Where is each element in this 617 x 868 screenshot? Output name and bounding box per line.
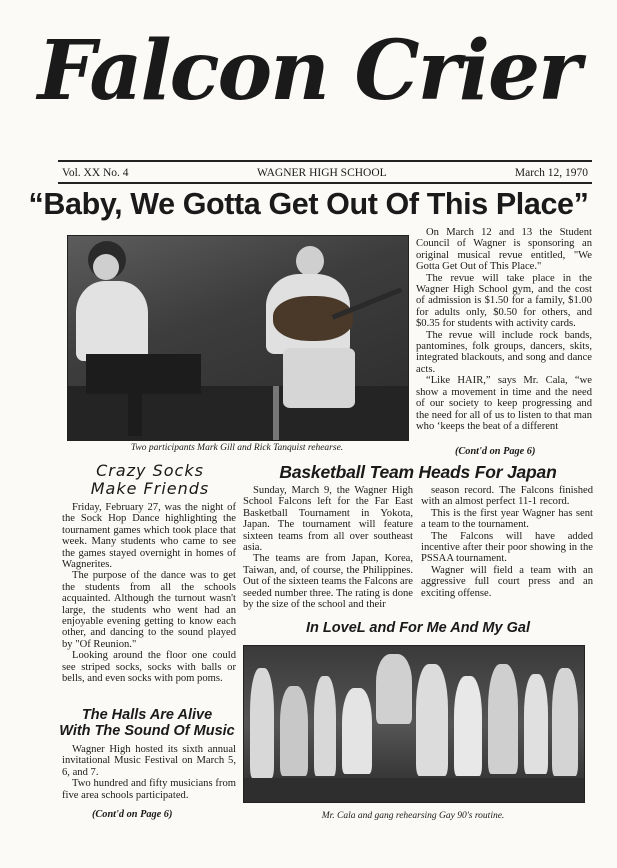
- love-photo-caption: Mr. Cala and gang rehearsing Gay 90's routine.: [321, 811, 505, 821]
- basketball-paragraph: Wagner will field a team with an aggressive full court press and an exciting offense.: [421, 564, 593, 599]
- lead-headline: “Baby, We Gotta Get Out Of This Place”: [28, 187, 589, 221]
- socks-headline: [64, 462, 236, 497]
- basketball-headline: Basketball Team Heads For Japan: [279, 462, 557, 482]
- issue-school: WAGNER HIGH SCHOOL: [257, 167, 387, 179]
- lead-paragraph: On March 12 and 13 the Student Council of Wagner is sponsoring an original musical revue entitled, "We Gotta Get Out of This Place.": [416, 227, 592, 273]
- lead-article: [416, 227, 592, 432]
- basketball-paragraph: Sunday, March 9, the Wagner High School Falcons left for the Far East Basketball Tournament in Yokota, Japan. The tournament will feature sixteen teams from all over southeast asia.: [243, 485, 413, 554]
- lead-continued: (Cont'd on Page 6): [455, 446, 536, 457]
- halls-paragraph: Two hundred and fifty musicians from five area schools participated.: [62, 778, 236, 801]
- issue-date: March 12, 1970: [514, 167, 588, 179]
- lead-photo-caption: Two participants Mark Gill and Rick Tanquist rehearse.: [130, 443, 344, 453]
- lead-paragraph: “Like HAIR,” says Mr. Cala, “we show a movement in time and the need of our society to keep progressing and the need for all of us to listen to that man who ‘keeps the beat of a different: [416, 375, 592, 432]
- halls-headline: [56, 708, 238, 740]
- basketball-paragraph: season record. The Falcons finished with an almost perfect 11-1 record.: [421, 485, 593, 508]
- halls-headline-line: The Halls Are Alive: [81, 707, 213, 723]
- basketball-paragraph: The Falcons will have added incentive after their poor showing in the PSSAA tournament.: [421, 530, 593, 565]
- basketball-paragraph: The teams are from Japan, Korea, Taiwan, and, of course, the Philippines. Out of the sixteen teams the Falcons are seeded number three. The rating is done by the size of the school and their: [243, 553, 413, 611]
- socks-paragraph: The purpose of the dance was to get the students from all the schools acquainted. Although the turnout wasn't large, the students who went had an enjoyable evening getting to know each other, and dancing to the sound played by "Of Reunion.": [62, 570, 236, 650]
- masthead-title: Falcon Crier: [37, 23, 580, 119]
- basketball-paragraph: This is the first year Wagner has sent a team to the tournament.: [421, 507, 593, 531]
- lead-paragraph: The revue will take place in the Wagner High School gym, and the cost of admission is $1.50 for a family, $1.00 for adults only, $0.50 for others, and $0.35 for students with activity cards.: [416, 272, 592, 330]
- socks-headline-line: Make Friends: [90, 478, 210, 498]
- basketball-article-col1: [243, 485, 413, 610]
- socks-paragraph: Looking around the floor one could see striped socks, socks with balls or bells, and even socks with pom poms.: [62, 650, 236, 685]
- masthead-rule-top: [58, 160, 592, 162]
- lead-paragraph: The revue will include rock bands, pantomines, folk groups, dancers, skits, integrated blackouts, and song and dance acts.: [416, 329, 592, 375]
- masthead-rule-bottom: [58, 182, 592, 184]
- basketball-article-col2: [421, 485, 593, 599]
- love-headline: In LoveL and For Me And My Gal: [306, 620, 530, 636]
- love-photo: [243, 645, 585, 803]
- lead-photo: [67, 235, 409, 441]
- halls-headline-line: With The Sound Of Music: [59, 722, 235, 739]
- socks-headline-line: Crazy Socks: [96, 461, 204, 480]
- socks-paragraph: Friday, February 27, was the night of the Sock Hop Dance highlighting the tournament games which took place that week. Many students who came to see the games stayed overnight in homes of Wagnerites.: [62, 502, 236, 571]
- socks-article: [62, 502, 236, 685]
- halls-paragraph: Wagner High hosted its sixth annual invitational Music Festival on March 5, 6, and 7.: [62, 744, 236, 778]
- issue-volume: Vol. XX No. 4: [62, 167, 129, 179]
- halls-article: [62, 744, 236, 801]
- halls-continued: (Cont'd on Page 6): [92, 809, 173, 820]
